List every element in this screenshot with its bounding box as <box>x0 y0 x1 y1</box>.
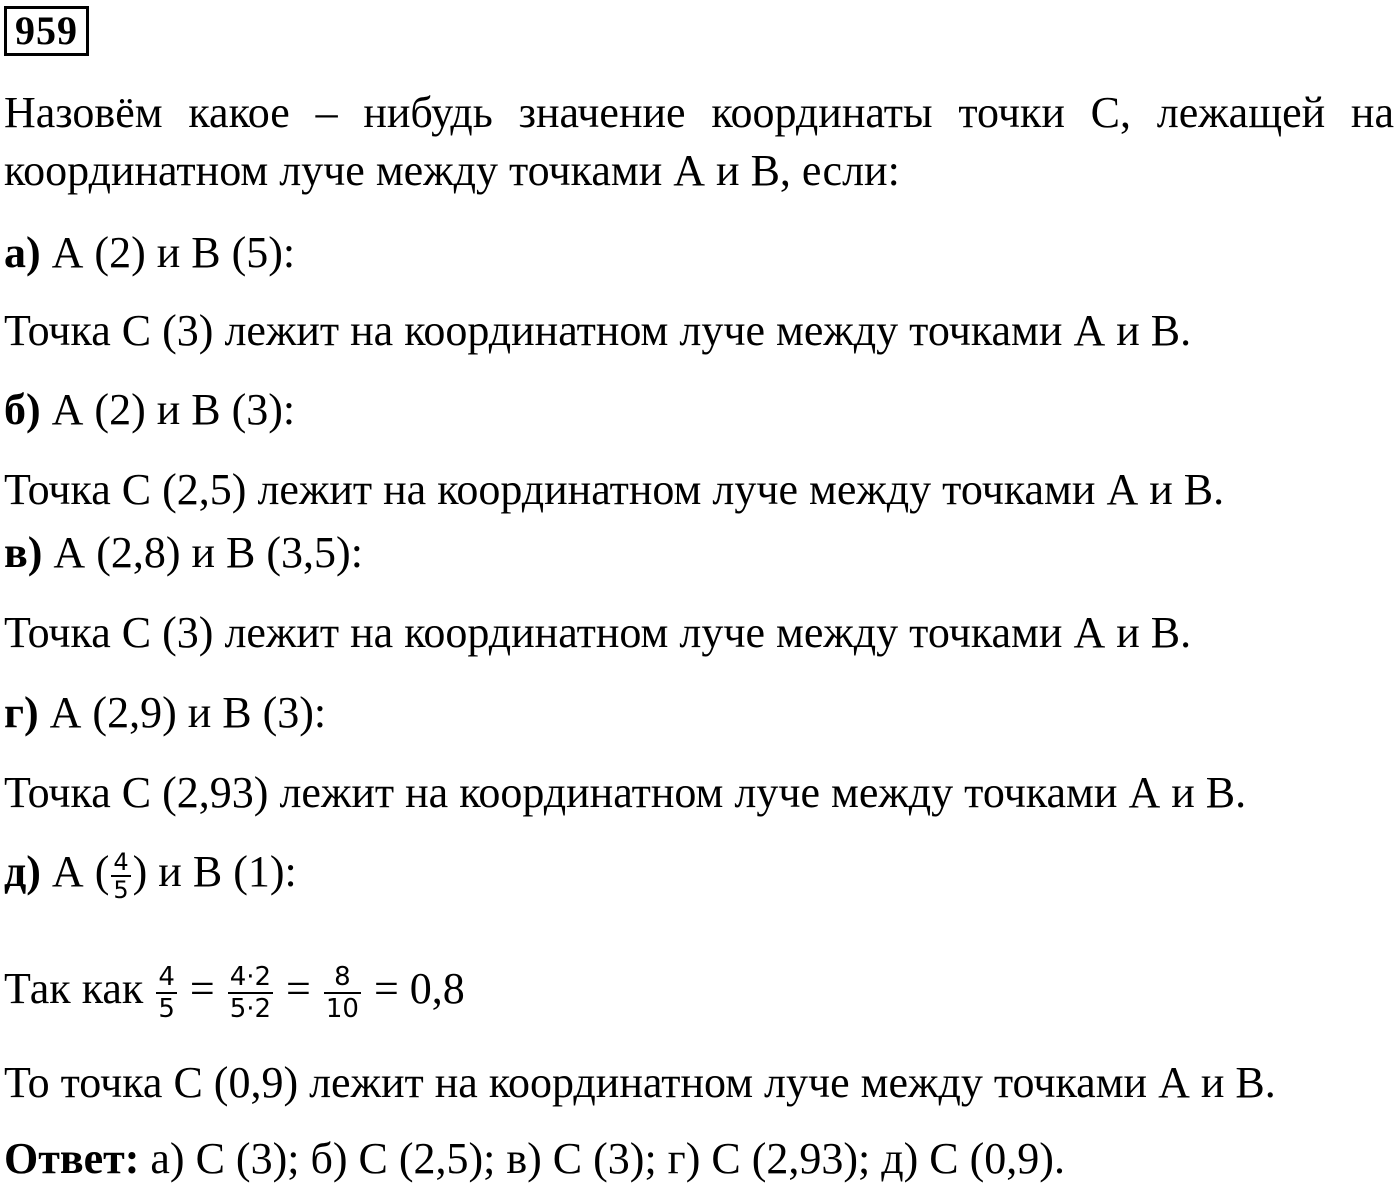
calc-result: = 0,8 <box>373 964 465 1014</box>
final-answer-label: Ответ: <box>4 1134 140 1183</box>
fraction-4x2-5x2 <box>228 962 273 1024</box>
fraction-4-5 <box>156 962 177 1024</box>
fraction-four-fifths <box>111 849 130 903</box>
fraction-numerator: 4·2 <box>229 962 272 992</box>
part-g-condition-text: А (2,9) и В (3): <box>49 688 327 737</box>
fraction-numerator: 4 <box>113 847 129 876</box>
fraction-denominator: 5·2 <box>229 994 272 1024</box>
fraction-denominator: 5 <box>158 994 175 1024</box>
part-g-condition <box>4 687 326 739</box>
final-answer-text: а) С (3); б) С (2,5); в) С (3); г) С (2,93); д) С (0,9). <box>150 1134 1065 1183</box>
part-g-label: г) <box>4 688 39 737</box>
part-v-condition <box>4 527 363 579</box>
part-a-answer: Точка С (3) лежит на координатном луче между точками А и В. <box>4 306 1192 355</box>
part-d-condition <box>4 846 297 903</box>
part-d-cond-prefix: А ( <box>51 847 110 896</box>
equals-sign: = <box>286 964 311 1014</box>
part-v-answer: Точка С (3) лежит на координатном луче между точками А и В. <box>4 608 1192 657</box>
fraction-numerator: 4 <box>158 962 175 992</box>
part-d-cond-suffix: ) и В (1): <box>132 847 297 896</box>
part-a-condition-text: А (2) и В (5): <box>51 228 296 277</box>
intro-line-2: координатном луче между точками А и В, если: <box>4 146 900 195</box>
equals-sign: = <box>189 964 215 1014</box>
part-b-label: б) <box>4 385 41 434</box>
part-b-condition-text: А (2) и В (3): <box>51 385 296 434</box>
part-b-condition <box>4 384 295 436</box>
fraction-numerator: 8 <box>324 962 361 994</box>
part-v-condition-text: А (2,8) и В (3,5): <box>53 528 363 577</box>
part-d-calculation <box>4 962 465 1024</box>
final-answer <box>4 1133 1065 1185</box>
part-g-answer: Точка С (2,93) лежит на координатном луче между точками А и В. <box>4 768 1247 817</box>
part-a-condition <box>4 227 295 279</box>
part-b-answer: Точка С (2,5) лежит на координатном луче между точками А и В. <box>4 465 1225 514</box>
task-number-box: 959 <box>4 6 89 56</box>
part-a-label: а) <box>4 228 41 277</box>
fraction-denominator: 5 <box>113 875 129 904</box>
fraction-8-10 <box>324 962 361 1024</box>
calc-prefix: Так как <box>4 964 144 1014</box>
fraction-denominator: 10 <box>325 994 359 1024</box>
part-v-label: в) <box>4 528 43 577</box>
part-d-answer: То точка С (0,9) лежит на координатном луче между точками А и В. <box>4 1058 1276 1107</box>
intro-line-1: Назовём какое – нибудь значение координаты точки С, лежащей на <box>4 88 1394 137</box>
part-d-label: д) <box>4 847 41 896</box>
